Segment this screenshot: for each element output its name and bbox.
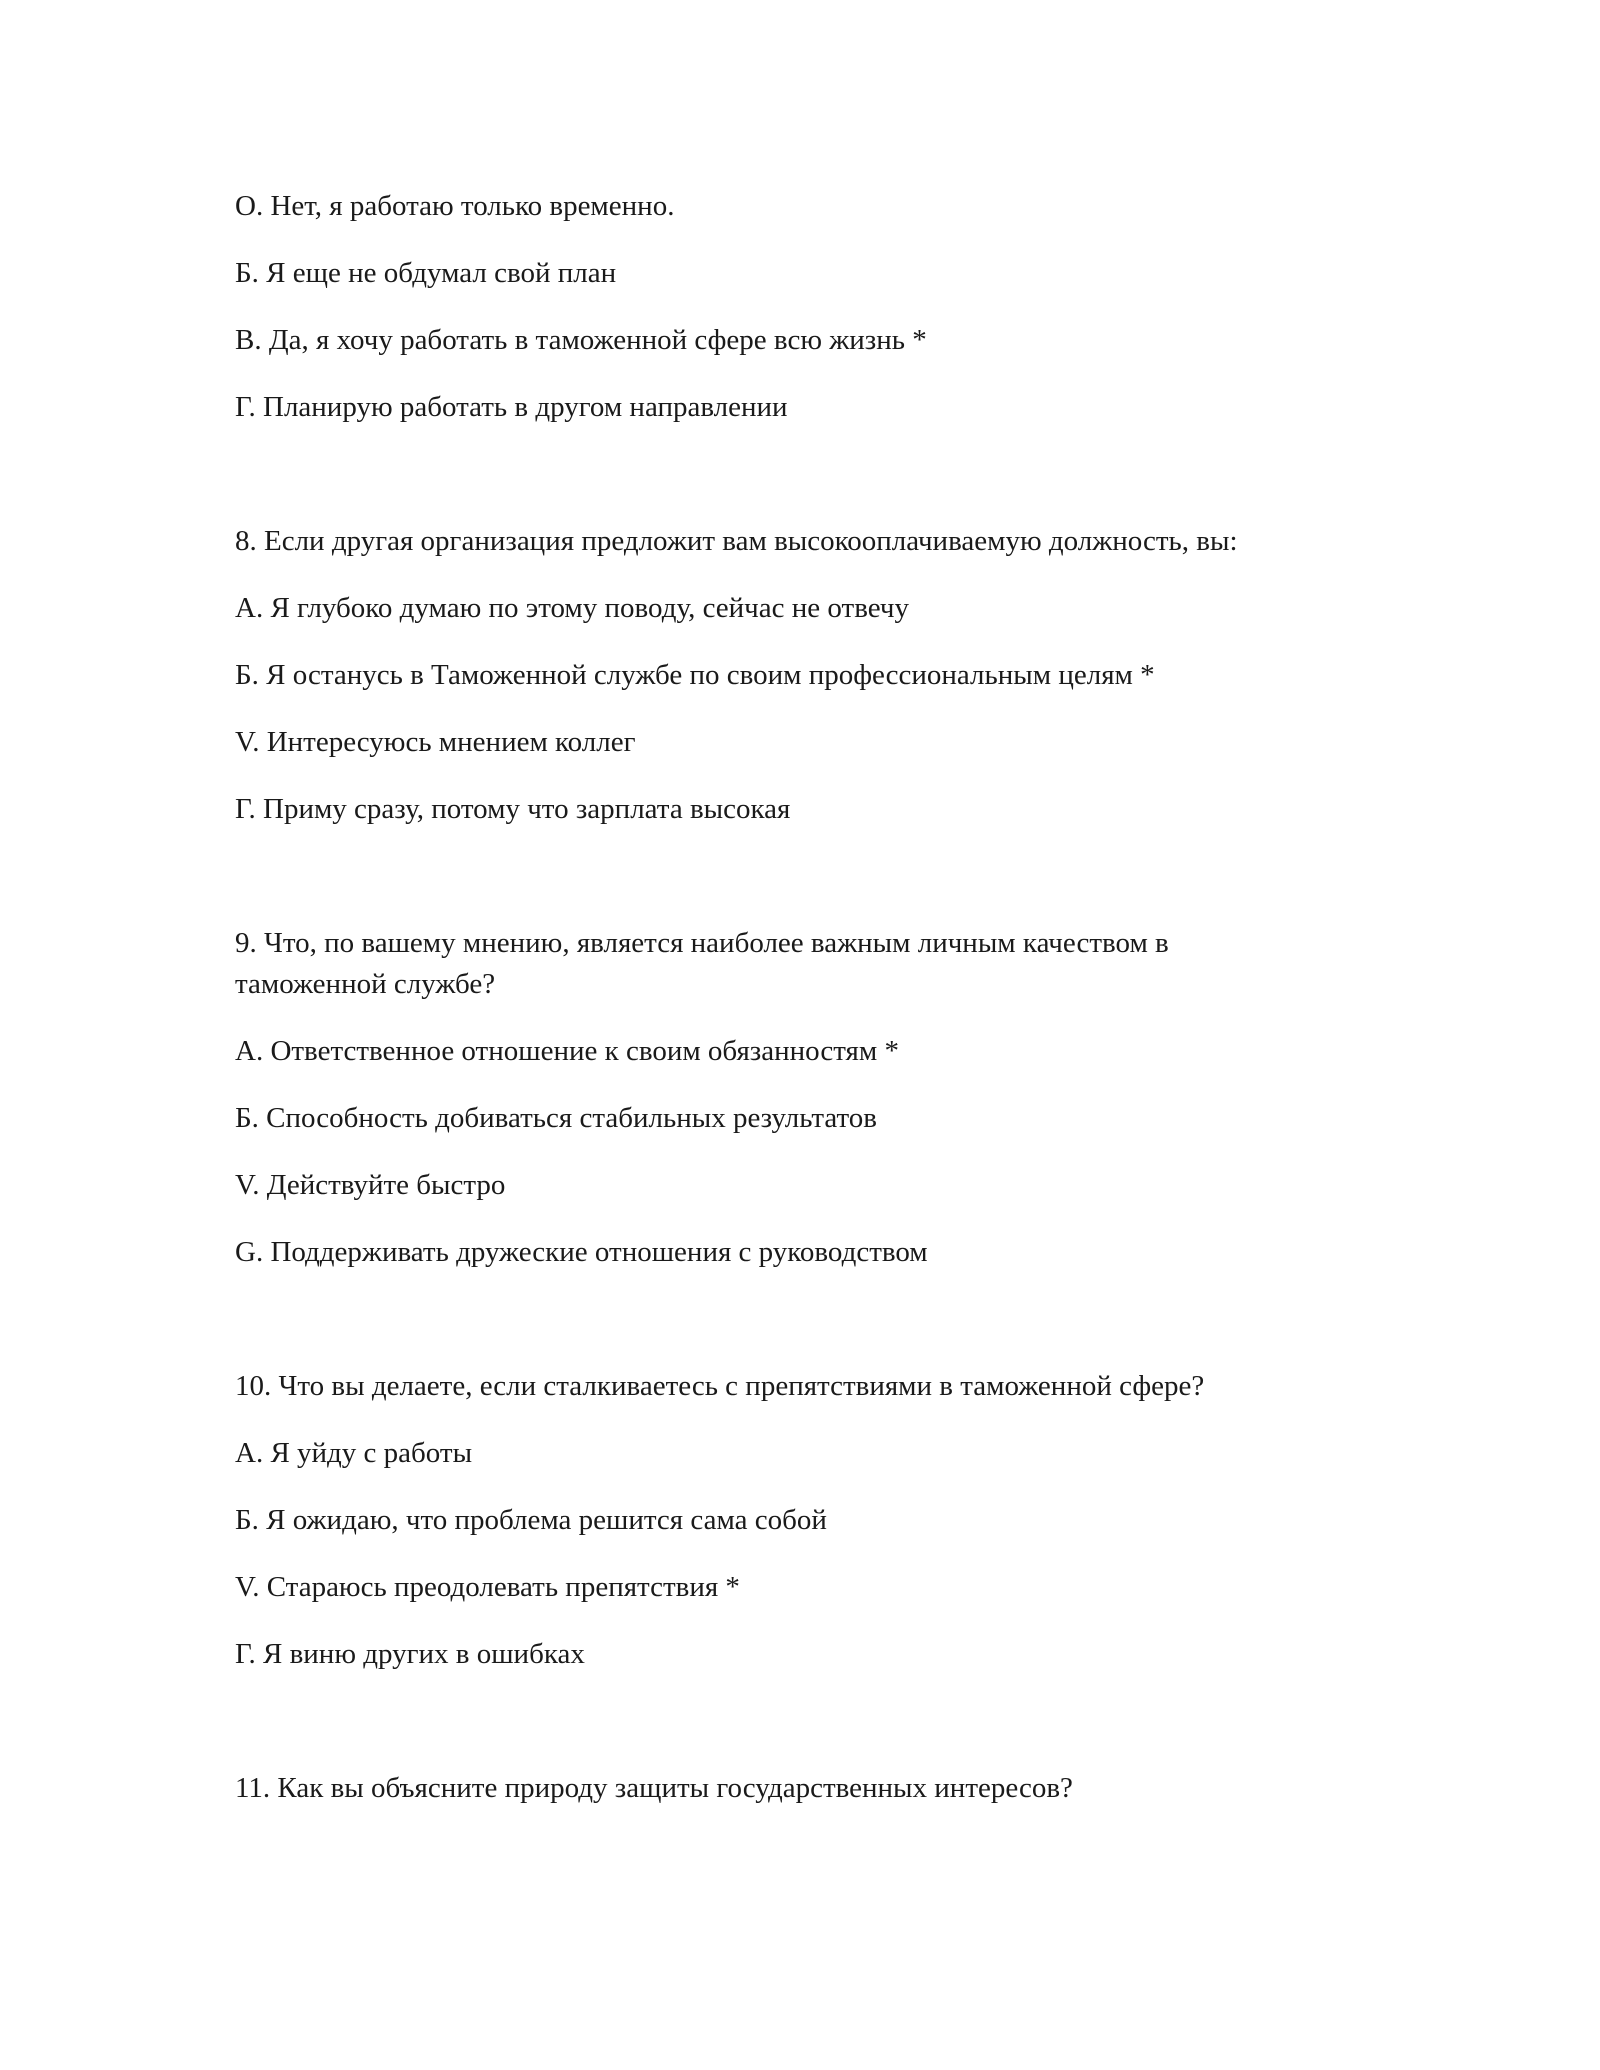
q9-question-line2: таможенной службе? (235, 968, 496, 1000)
q7-option-g: Г. Планирую работать в другом направлении (235, 391, 788, 423)
q11-question: 11. Как вы объясните природу защиты государственных интересов? (235, 1772, 1073, 1804)
q9-option-g: G. Поддерживать дружеские отношения с руководством (235, 1236, 928, 1268)
q10-option-v: V. Стараюсь преодолевать препятствия * (235, 1571, 740, 1603)
q8-option-v: V. Интересуюсь мнением коллег (235, 726, 636, 758)
q8-option-b: Б. Я останусь в Таможенной службе по своим профессиональным целям * (235, 659, 1155, 691)
q7-option-v: В. Да, я хочу работать в таможенной сфере всю жизнь * (235, 324, 927, 356)
q10-option-g: Г. Я виню других в ошибках (235, 1638, 585, 1670)
q10-option-a: А. Я уйду с работы (235, 1437, 473, 1469)
q9-option-v: V. Действуйте быстро (235, 1169, 506, 1201)
q8-option-g: Г. Приму сразу, потому что зарплата высокая (235, 793, 791, 825)
q9-option-b: Б. Способность добиваться стабильных результатов (235, 1102, 877, 1134)
q7-option-b: Б. Я еще не обдумал свой план (235, 257, 617, 289)
q9-question-line1: 9. Что, по вашему мнению, является наиболее важным личным качеством в (235, 927, 1169, 959)
q8-question: 8. Если другая организация предложит вам высокооплачиваемую должность, вы: (235, 525, 1238, 557)
q10-question: 10. Что вы делаете, если сталкиваетесь с препятствиями в таможенной сфере? (235, 1370, 1205, 1402)
q8-option-a: А. Я глубоко думаю по этому поводу, сейчас не отвечу (235, 592, 909, 624)
q10-option-b: Б. Я ожидаю, что проблема решится сама собой (235, 1504, 827, 1536)
q7-option-o: О. Нет, я работаю только временно. (235, 190, 675, 222)
q9-option-a: А. Ответственное отношение к своим обязанностям * (235, 1035, 899, 1067)
